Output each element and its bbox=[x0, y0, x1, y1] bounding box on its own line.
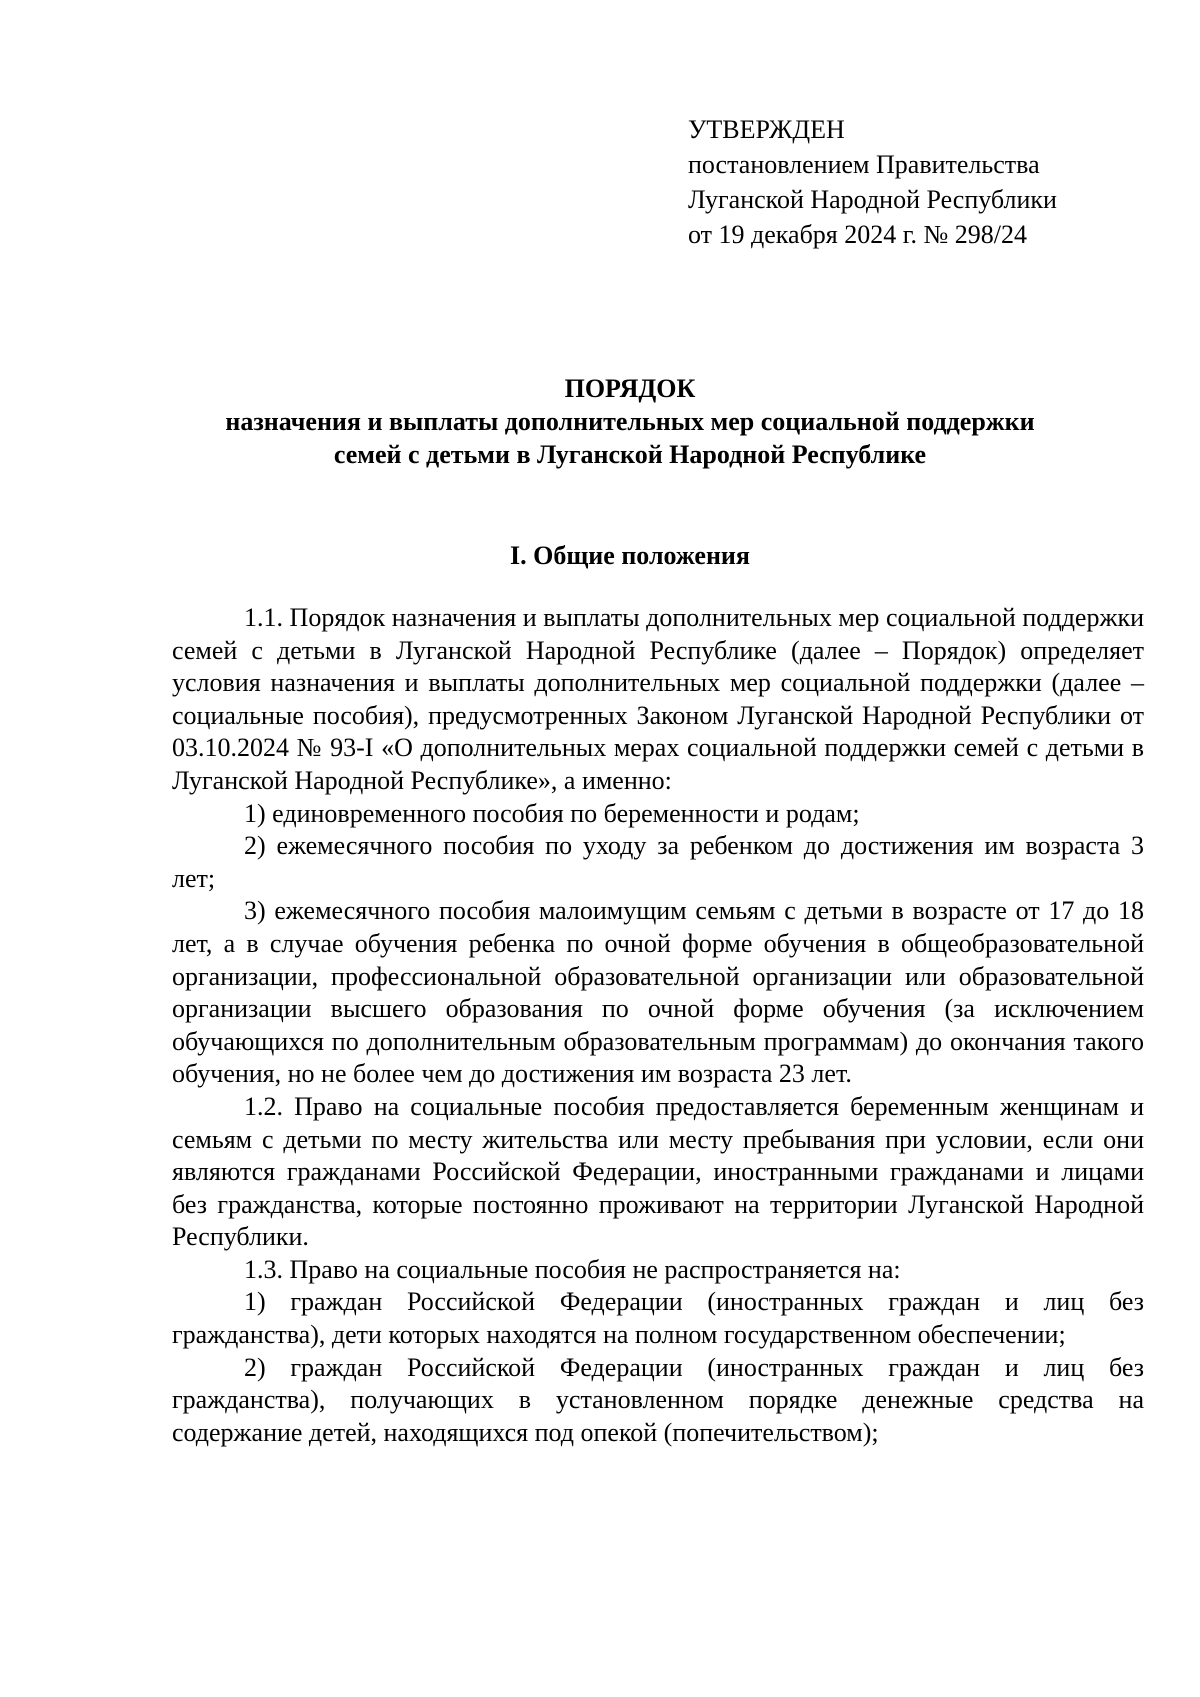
list-item-2: 2) ежемесячного пособия по уходу за ребенком до достижения им возраста 3 лет; bbox=[172, 831, 1144, 893]
list-item-1: 1) единовременного пособия по беременности и родам; bbox=[244, 798, 860, 828]
exclusion-item-2: 2) граждан Российской Федерации (иностранных граждан и лиц без гражданства), получающих в установленном порядке денежные средства на содержание детей, находящихся под опекой (попечительством); bbox=[172, 1352, 1144, 1447]
paragraph-1-3: 1.3. Право на социальные пособия не распространяется на: bbox=[244, 1254, 901, 1284]
approval-line-approved: УТВЕРЖДЕН bbox=[688, 115, 845, 144]
document-subtitle-line-2: семей с детьми в Луганской Народной Республике bbox=[333, 440, 927, 469]
approval-line-resolution: постановлением Правительства bbox=[688, 150, 1040, 179]
document-title bbox=[150, 372, 1110, 471]
approval-stamp-block bbox=[688, 112, 1168, 252]
section-body bbox=[172, 602, 1144, 1449]
approval-line-government: Луганской Народной Республики bbox=[688, 185, 1057, 214]
approval-line-date-number: от 19 декабря 2024 г. № 298/24 bbox=[688, 220, 1028, 249]
section-heading: I. Общие положения bbox=[510, 541, 750, 570]
paragraph-1-2: 1.2. Право на социальные пособия предоставляется беременным женщинам и семьям с детьми по месту жительства или месту пребывания при условии, если они являются гражданами Российской Федерации, иностранными гражданами и лицами без гражданства, которые постоянно проживают на территории Луганской Народной Республики. bbox=[172, 1091, 1144, 1252]
document-subtitle-line-1: назначения и выплаты дополнительных мер социальной поддержки bbox=[225, 407, 1035, 436]
list-item-3: 3) ежемесячного пособия малоимущим семьям с детьми в возрасте от 17 до 18 лет, а в случае обучения ребенка по очной форме обучения в общеобразовательной организации, профессиональной образовательной организации или образовательной организации высшего образования по очной форме обучения (за исключением обучающихся по дополнительным образовательным программам) до окончания такого обучения, но не более чем до достижения им возраста 23 лет. bbox=[172, 896, 1144, 1089]
paragraph-1-1: 1.1. Порядок назначения и выплаты дополнительных мер социальной поддержки семей с детьми в Луганской Народной Республике (далее – Порядок) определяет условия назначения и выплаты дополнительных мер социальной поддержки (далее – социальные пособия), предусмотренных Законом Луганской Народной Республики от 03.10.2024 № 93-I «О дополнительных мерах социальной поддержки семей с детьми в Луганской Народной Республике», а именно: bbox=[172, 603, 1144, 795]
exclusion-item-1: 1) граждан Российской Федерации (иностранных граждан и лиц без гражданства), дети которых находятся на полном государственном обеспечении; bbox=[172, 1287, 1144, 1350]
document-heading: ПОРЯДОК bbox=[564, 374, 696, 403]
